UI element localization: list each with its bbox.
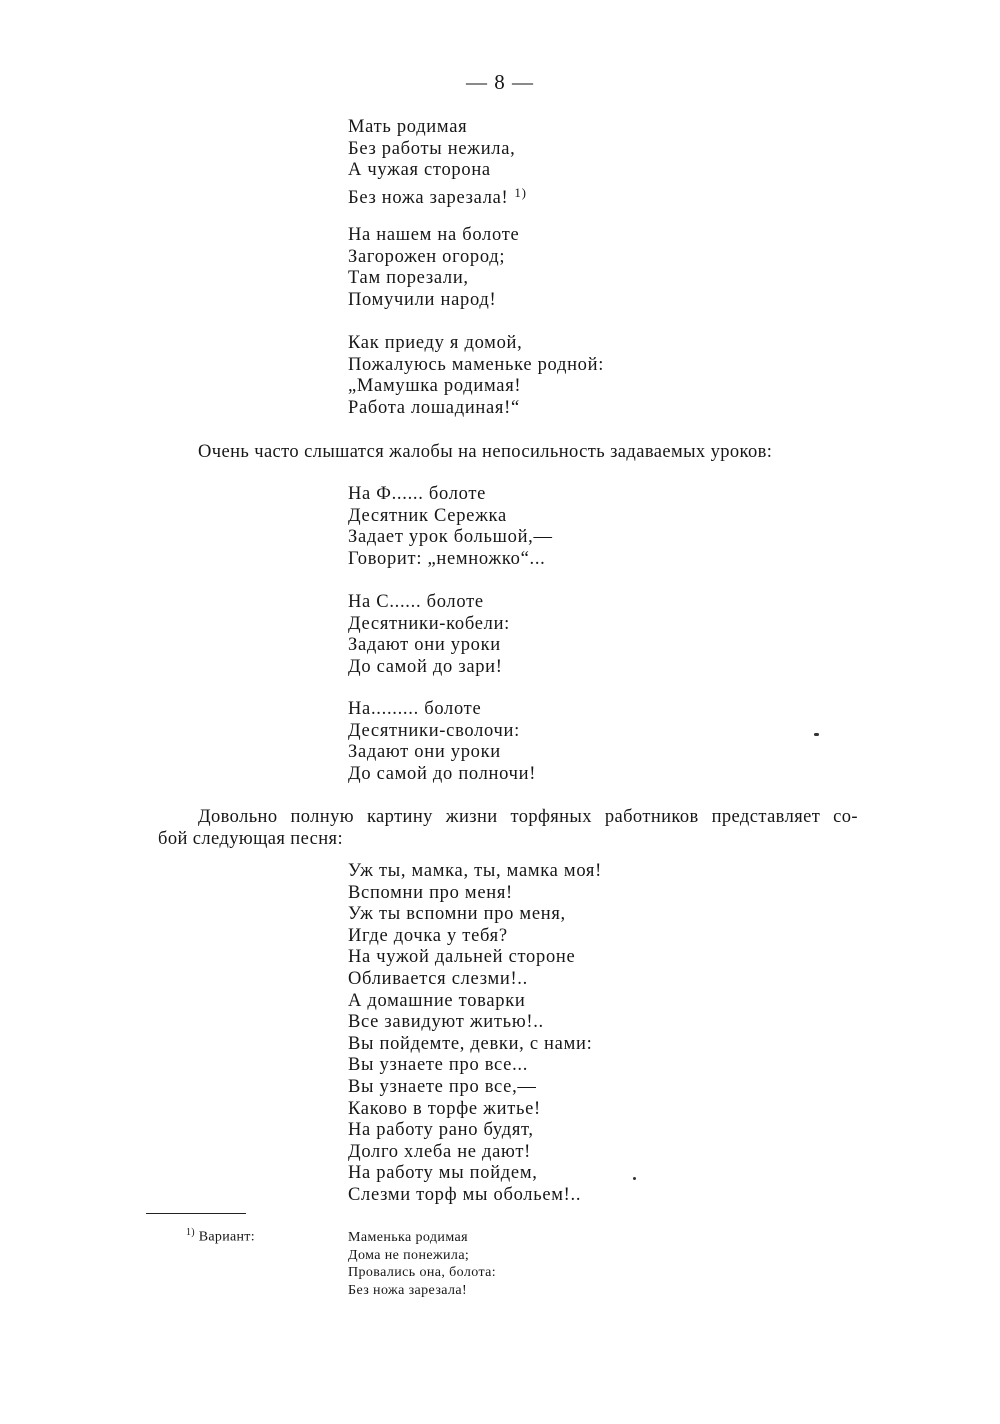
verse-line: На работу мы пойдем, <box>348 1163 538 1184</box>
verse-line: Говорит: „немножко“... <box>348 548 546 569</box>
footnote-text <box>348 1229 496 1299</box>
verse-line: Вы узнаете про все,— <box>348 1076 537 1097</box>
verse-line: Работа лошадиная!“ <box>348 397 520 418</box>
verse-line: Десятник Сережка <box>348 505 507 526</box>
verse-line: На......... болоте <box>348 699 482 719</box>
verse-line: Уж ты, мамка, ты, мамка моя! <box>348 861 602 881</box>
verse-line: Задают они уроки <box>348 635 501 656</box>
footnote-label: Вариант: <box>198 1229 255 1245</box>
verse-line: Без работы нежила, <box>348 138 516 159</box>
verse-line: А домашние товарки <box>348 990 526 1011</box>
verse-line: Задает урок большой,— <box>348 527 553 548</box>
footnote-line: Без ножа зарезала! <box>348 1282 468 1298</box>
footnote-reference: 1) <box>514 184 527 200</box>
verse-line: На нашем на болоте <box>348 225 520 245</box>
verse-line: На С...... болоте <box>348 592 484 612</box>
verse-line: Уж ты вспомни про меня, <box>348 904 566 925</box>
prose-line: бой следующая песня: <box>158 829 344 849</box>
print-speck <box>633 1177 636 1180</box>
verse-line: На работу рано будят, <box>348 1120 534 1141</box>
verse-line: Слезми торф мы обольем!.. <box>348 1184 582 1205</box>
verse-stanza <box>348 333 604 419</box>
verse-line: Задают они уроки <box>348 742 501 763</box>
verse-line: Вспомни про меня! <box>348 882 513 903</box>
verse-line: Там порезали, <box>348 268 469 289</box>
verse-stanza <box>348 699 536 785</box>
footnote-line: Маменька родимая <box>348 1230 468 1245</box>
verse-stanza <box>348 225 519 311</box>
verse-line: До самой до зари! <box>348 656 503 677</box>
prose-line: Довольно полную картину жизни торфяных работников представляет со- <box>198 807 858 827</box>
verse-line: Обливается слезми!.. <box>348 968 528 989</box>
verse-line: Десятники-кобели: <box>348 613 511 634</box>
footnote-divider <box>146 1213 246 1214</box>
verse-line: Все завидуют житью!.. <box>348 1012 544 1033</box>
footnote-marker <box>186 1227 255 1246</box>
verse-line <box>348 182 527 208</box>
verse-line: Вы узнаете про все... <box>348 1055 529 1076</box>
verse-line: На чужой дальней стороне <box>348 947 576 968</box>
verse-line: Вы пойдемте, девки, с нами: <box>348 1033 593 1054</box>
verse-line: До самой до полночи! <box>348 763 537 784</box>
verse-line: Мать родимая <box>348 117 468 137</box>
verse-line: „Мамушка родимая! <box>348 376 522 397</box>
verse-line-text: Без ножа зарезала! <box>348 187 509 208</box>
verse-line: Долго хлеба не дают! <box>348 1141 531 1162</box>
verse-stanza <box>348 592 510 678</box>
verse-stanza <box>348 484 553 570</box>
verse-line: Игде дочка у тебя? <box>348 925 508 946</box>
footnote-number: 1) <box>186 1227 195 1238</box>
print-speck <box>814 733 819 736</box>
verse-stanza <box>348 117 527 208</box>
page-number: — 8 — <box>466 70 534 94</box>
footnote-line: Дома не понежила; <box>348 1247 470 1263</box>
verse-line: Пожалуюсь маменьке родной: <box>348 354 605 375</box>
verse-line: Как приеду я домой, <box>348 333 523 353</box>
verse-line: На Ф...... болоте <box>348 484 487 504</box>
verse-line: Помучили народ! <box>348 289 497 310</box>
verse-line: Десятники-сволочи: <box>348 720 520 741</box>
footnote-line: Провались она, болота: <box>348 1265 497 1280</box>
verse-line: А чужая сторона <box>348 160 491 181</box>
verse-stanza <box>348 861 602 1207</box>
verse-line: Каково в торфе житье! <box>348 1098 541 1119</box>
verse-line: Загорожен огород; <box>348 246 506 267</box>
prose-paragraph <box>158 806 858 850</box>
prose-paragraph: Очень часто слышатся жалобы на непосильность задаваемых уроков: <box>198 442 773 462</box>
